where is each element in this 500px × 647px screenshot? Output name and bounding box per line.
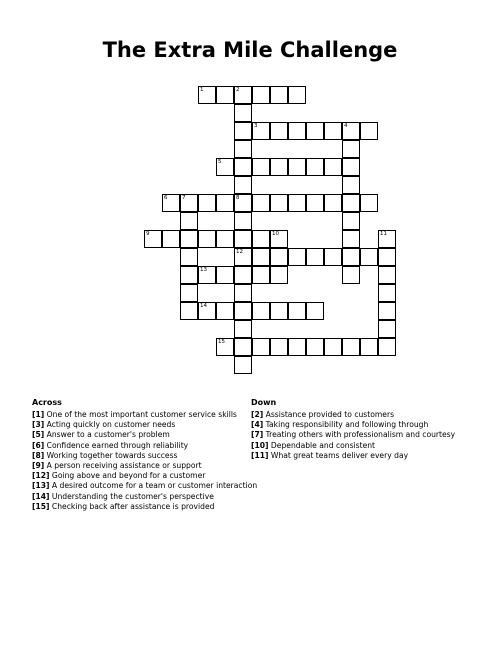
grid-cell[interactable] xyxy=(234,302,252,320)
clue-number: 6 xyxy=(164,195,168,201)
grid-cell[interactable] xyxy=(216,338,234,356)
clue-number: 9 xyxy=(146,231,150,237)
grid-cell[interactable] xyxy=(306,302,324,320)
grid-cell[interactable] xyxy=(378,266,396,284)
grid-cell[interactable] xyxy=(270,266,288,284)
grid-cell[interactable] xyxy=(234,122,252,140)
clue-number: 2 xyxy=(236,87,240,93)
clue-label: [9] xyxy=(32,461,45,471)
clue-number: 13 xyxy=(200,267,207,273)
grid-cell[interactable] xyxy=(342,266,360,284)
grid-cell[interactable] xyxy=(342,140,360,158)
clue-item xyxy=(32,410,257,420)
grid-cell[interactable] xyxy=(378,284,396,302)
grid-cell[interactable] xyxy=(234,86,252,104)
grid-cell[interactable] xyxy=(216,266,234,284)
clue-label: [5] xyxy=(32,430,45,440)
clue-text: A person receiving assistance or support xyxy=(44,461,202,471)
grid-cell[interactable] xyxy=(360,122,378,140)
grid-cell[interactable] xyxy=(180,194,198,212)
grid-cell[interactable] xyxy=(306,338,324,356)
grid-cell[interactable] xyxy=(306,158,324,176)
grid-cell[interactable] xyxy=(234,266,252,284)
clue-item xyxy=(32,461,257,471)
grid-cell[interactable] xyxy=(216,230,234,248)
grid-cell[interactable] xyxy=(252,230,270,248)
grid-cell[interactable] xyxy=(306,194,324,212)
grid-cell[interactable] xyxy=(234,284,252,302)
grid-cell[interactable] xyxy=(252,248,270,266)
grid-cell[interactable] xyxy=(180,230,198,248)
clue-text: Taking responsibility and following through xyxy=(263,420,429,430)
grid-cell[interactable] xyxy=(234,338,252,356)
clue-item xyxy=(251,430,455,440)
grid-cell[interactable] xyxy=(270,122,288,140)
grid-cell[interactable] xyxy=(198,266,216,284)
clue-item xyxy=(32,492,257,502)
grid-cell[interactable] xyxy=(324,158,342,176)
clue-text: Understanding the customer's perspective xyxy=(49,491,214,501)
grid-cell[interactable] xyxy=(144,230,162,248)
across-clues xyxy=(32,398,257,512)
grid-cell[interactable] xyxy=(378,320,396,338)
grid-cell[interactable] xyxy=(252,194,270,212)
down-clues xyxy=(251,398,455,461)
clue-text: Treating others with professionalism and courtesy xyxy=(263,430,456,440)
grid-cell[interactable] xyxy=(288,158,306,176)
grid-cell[interactable] xyxy=(234,140,252,158)
clue-number: 8 xyxy=(236,195,240,201)
clue-number: 11 xyxy=(380,231,387,237)
grid-cell[interactable] xyxy=(234,104,252,122)
clue-label: [11] xyxy=(251,450,269,460)
grid-cell[interactable] xyxy=(180,266,198,284)
clue-item xyxy=(32,502,257,512)
grid-cell[interactable] xyxy=(252,338,270,356)
clue-number: 5 xyxy=(218,159,222,165)
clue-number: 7 xyxy=(182,195,186,201)
grid-cell[interactable] xyxy=(216,158,234,176)
grid-cell[interactable] xyxy=(342,176,360,194)
grid-cell[interactable] xyxy=(270,302,288,320)
grid-cell[interactable] xyxy=(324,194,342,212)
grid-cell[interactable] xyxy=(216,302,234,320)
clue-text: One of the most important customer service skills xyxy=(44,410,237,419)
clue-item xyxy=(251,420,455,430)
clue-text: What great teams deliver every day xyxy=(268,450,409,460)
clue-item xyxy=(32,471,257,481)
grid-cell[interactable] xyxy=(270,86,288,104)
grid-cell[interactable] xyxy=(234,230,252,248)
clue-text: Confidence earned through reliability xyxy=(44,440,189,450)
grid-cell[interactable] xyxy=(234,176,252,194)
clue-text: A desired outcome for a team or customer interaction xyxy=(49,481,258,491)
clue-item xyxy=(32,451,257,461)
grid-cell[interactable] xyxy=(198,194,216,212)
clue-label: [12] xyxy=(32,471,50,481)
grid-cell[interactable] xyxy=(252,302,270,320)
clue-label: [14] xyxy=(32,491,50,501)
clue-item xyxy=(32,420,257,430)
grid-cell[interactable] xyxy=(162,194,180,212)
clue-label: [13] xyxy=(32,481,50,491)
grid-cell[interactable] xyxy=(252,158,270,176)
grid-cell[interactable] xyxy=(378,248,396,266)
clue-text: Answer to a customer's problem xyxy=(44,430,170,440)
grid-cell[interactable] xyxy=(288,122,306,140)
grid-cell[interactable] xyxy=(342,194,360,212)
clue-label: [7] xyxy=(251,430,264,440)
clue-number: 10 xyxy=(272,231,279,237)
clue-text: Dependable and consistent xyxy=(268,440,376,450)
grid-cell[interactable] xyxy=(378,338,396,356)
across-heading: Across xyxy=(32,398,62,407)
clue-text: Acting quickly on customer needs xyxy=(44,420,176,430)
grid-cell[interactable] xyxy=(324,248,342,266)
clue-number: 1 xyxy=(200,87,204,93)
grid-cell[interactable] xyxy=(180,212,198,230)
clue-number: 4 xyxy=(344,123,348,129)
grid-cell[interactable] xyxy=(324,122,342,140)
grid-cell[interactable] xyxy=(198,86,216,104)
clue-label: [3] xyxy=(32,420,45,430)
clue-text: Assistance provided to customers xyxy=(263,410,395,419)
grid-cell[interactable] xyxy=(342,122,360,140)
clue-label: [1] xyxy=(32,410,45,419)
grid-cell[interactable] xyxy=(288,338,306,356)
grid-cell[interactable] xyxy=(342,338,360,356)
grid-cell[interactable] xyxy=(216,86,234,104)
grid-cell[interactable] xyxy=(180,302,198,320)
grid-cell[interactable] xyxy=(270,158,288,176)
clue-label: [4] xyxy=(251,420,264,430)
grid-cell[interactable] xyxy=(342,248,360,266)
grid-cell[interactable] xyxy=(360,194,378,212)
grid-cell[interactable] xyxy=(378,230,396,248)
clue-label: [2] xyxy=(251,410,264,419)
grid-cell[interactable] xyxy=(270,230,288,248)
grid-cell[interactable] xyxy=(234,356,252,374)
grid-cell[interactable] xyxy=(234,194,252,212)
grid-cell[interactable] xyxy=(180,284,198,302)
grid-cell[interactable] xyxy=(270,338,288,356)
grid-cell[interactable] xyxy=(360,338,378,356)
grid-cell[interactable] xyxy=(234,248,252,266)
clue-label: [6] xyxy=(32,440,45,450)
grid-cell[interactable] xyxy=(198,230,216,248)
grid-cell[interactable] xyxy=(180,248,198,266)
grid-cell[interactable] xyxy=(288,302,306,320)
clue-label: [15] xyxy=(32,501,50,511)
clue-text: Working together towards success xyxy=(44,450,178,460)
clue-item xyxy=(32,441,257,451)
clue-text: Going above and beyond for a customer xyxy=(49,471,206,481)
down-heading: Down xyxy=(251,398,277,407)
clue-item xyxy=(251,441,455,451)
grid-cell[interactable] xyxy=(252,86,270,104)
clue-text: Checking back after assistance is provided xyxy=(49,501,215,511)
grid-cell[interactable] xyxy=(342,158,360,176)
clue-item xyxy=(32,430,257,440)
clue-number: 3 xyxy=(254,123,258,129)
grid-cell[interactable] xyxy=(252,122,270,140)
clue-item xyxy=(32,481,257,491)
grid-cell[interactable] xyxy=(342,230,360,248)
grid-cell[interactable] xyxy=(360,248,378,266)
grid-cell[interactable] xyxy=(198,302,216,320)
grid-cell[interactable] xyxy=(324,338,342,356)
grid-cell[interactable] xyxy=(252,266,270,284)
page-title: The Extra Mile Challenge xyxy=(102,38,398,62)
grid-cell[interactable] xyxy=(306,122,324,140)
grid-cell[interactable] xyxy=(342,212,360,230)
clue-number: 14 xyxy=(200,303,207,309)
clue-label: [8] xyxy=(32,450,45,460)
grid-cell[interactable] xyxy=(216,194,234,212)
grid-cell[interactable] xyxy=(162,230,180,248)
clue-number: 15 xyxy=(218,339,225,345)
grid-cell[interactable] xyxy=(288,194,306,212)
grid-cell[interactable] xyxy=(234,212,252,230)
grid-cell[interactable] xyxy=(288,86,306,104)
grid-cell[interactable] xyxy=(288,248,306,266)
grid-cell[interactable] xyxy=(306,248,324,266)
grid-cell[interactable] xyxy=(234,320,252,338)
clue-item xyxy=(251,451,455,461)
clue-label: [10] xyxy=(251,440,269,450)
grid-cell[interactable] xyxy=(378,302,396,320)
grid-cell[interactable] xyxy=(270,194,288,212)
across-list xyxy=(32,410,257,512)
grid-cell[interactable] xyxy=(270,248,288,266)
clue-number: 12 xyxy=(236,249,243,255)
grid-cell[interactable] xyxy=(234,158,252,176)
down-list xyxy=(251,410,455,461)
clue-item xyxy=(251,410,455,420)
